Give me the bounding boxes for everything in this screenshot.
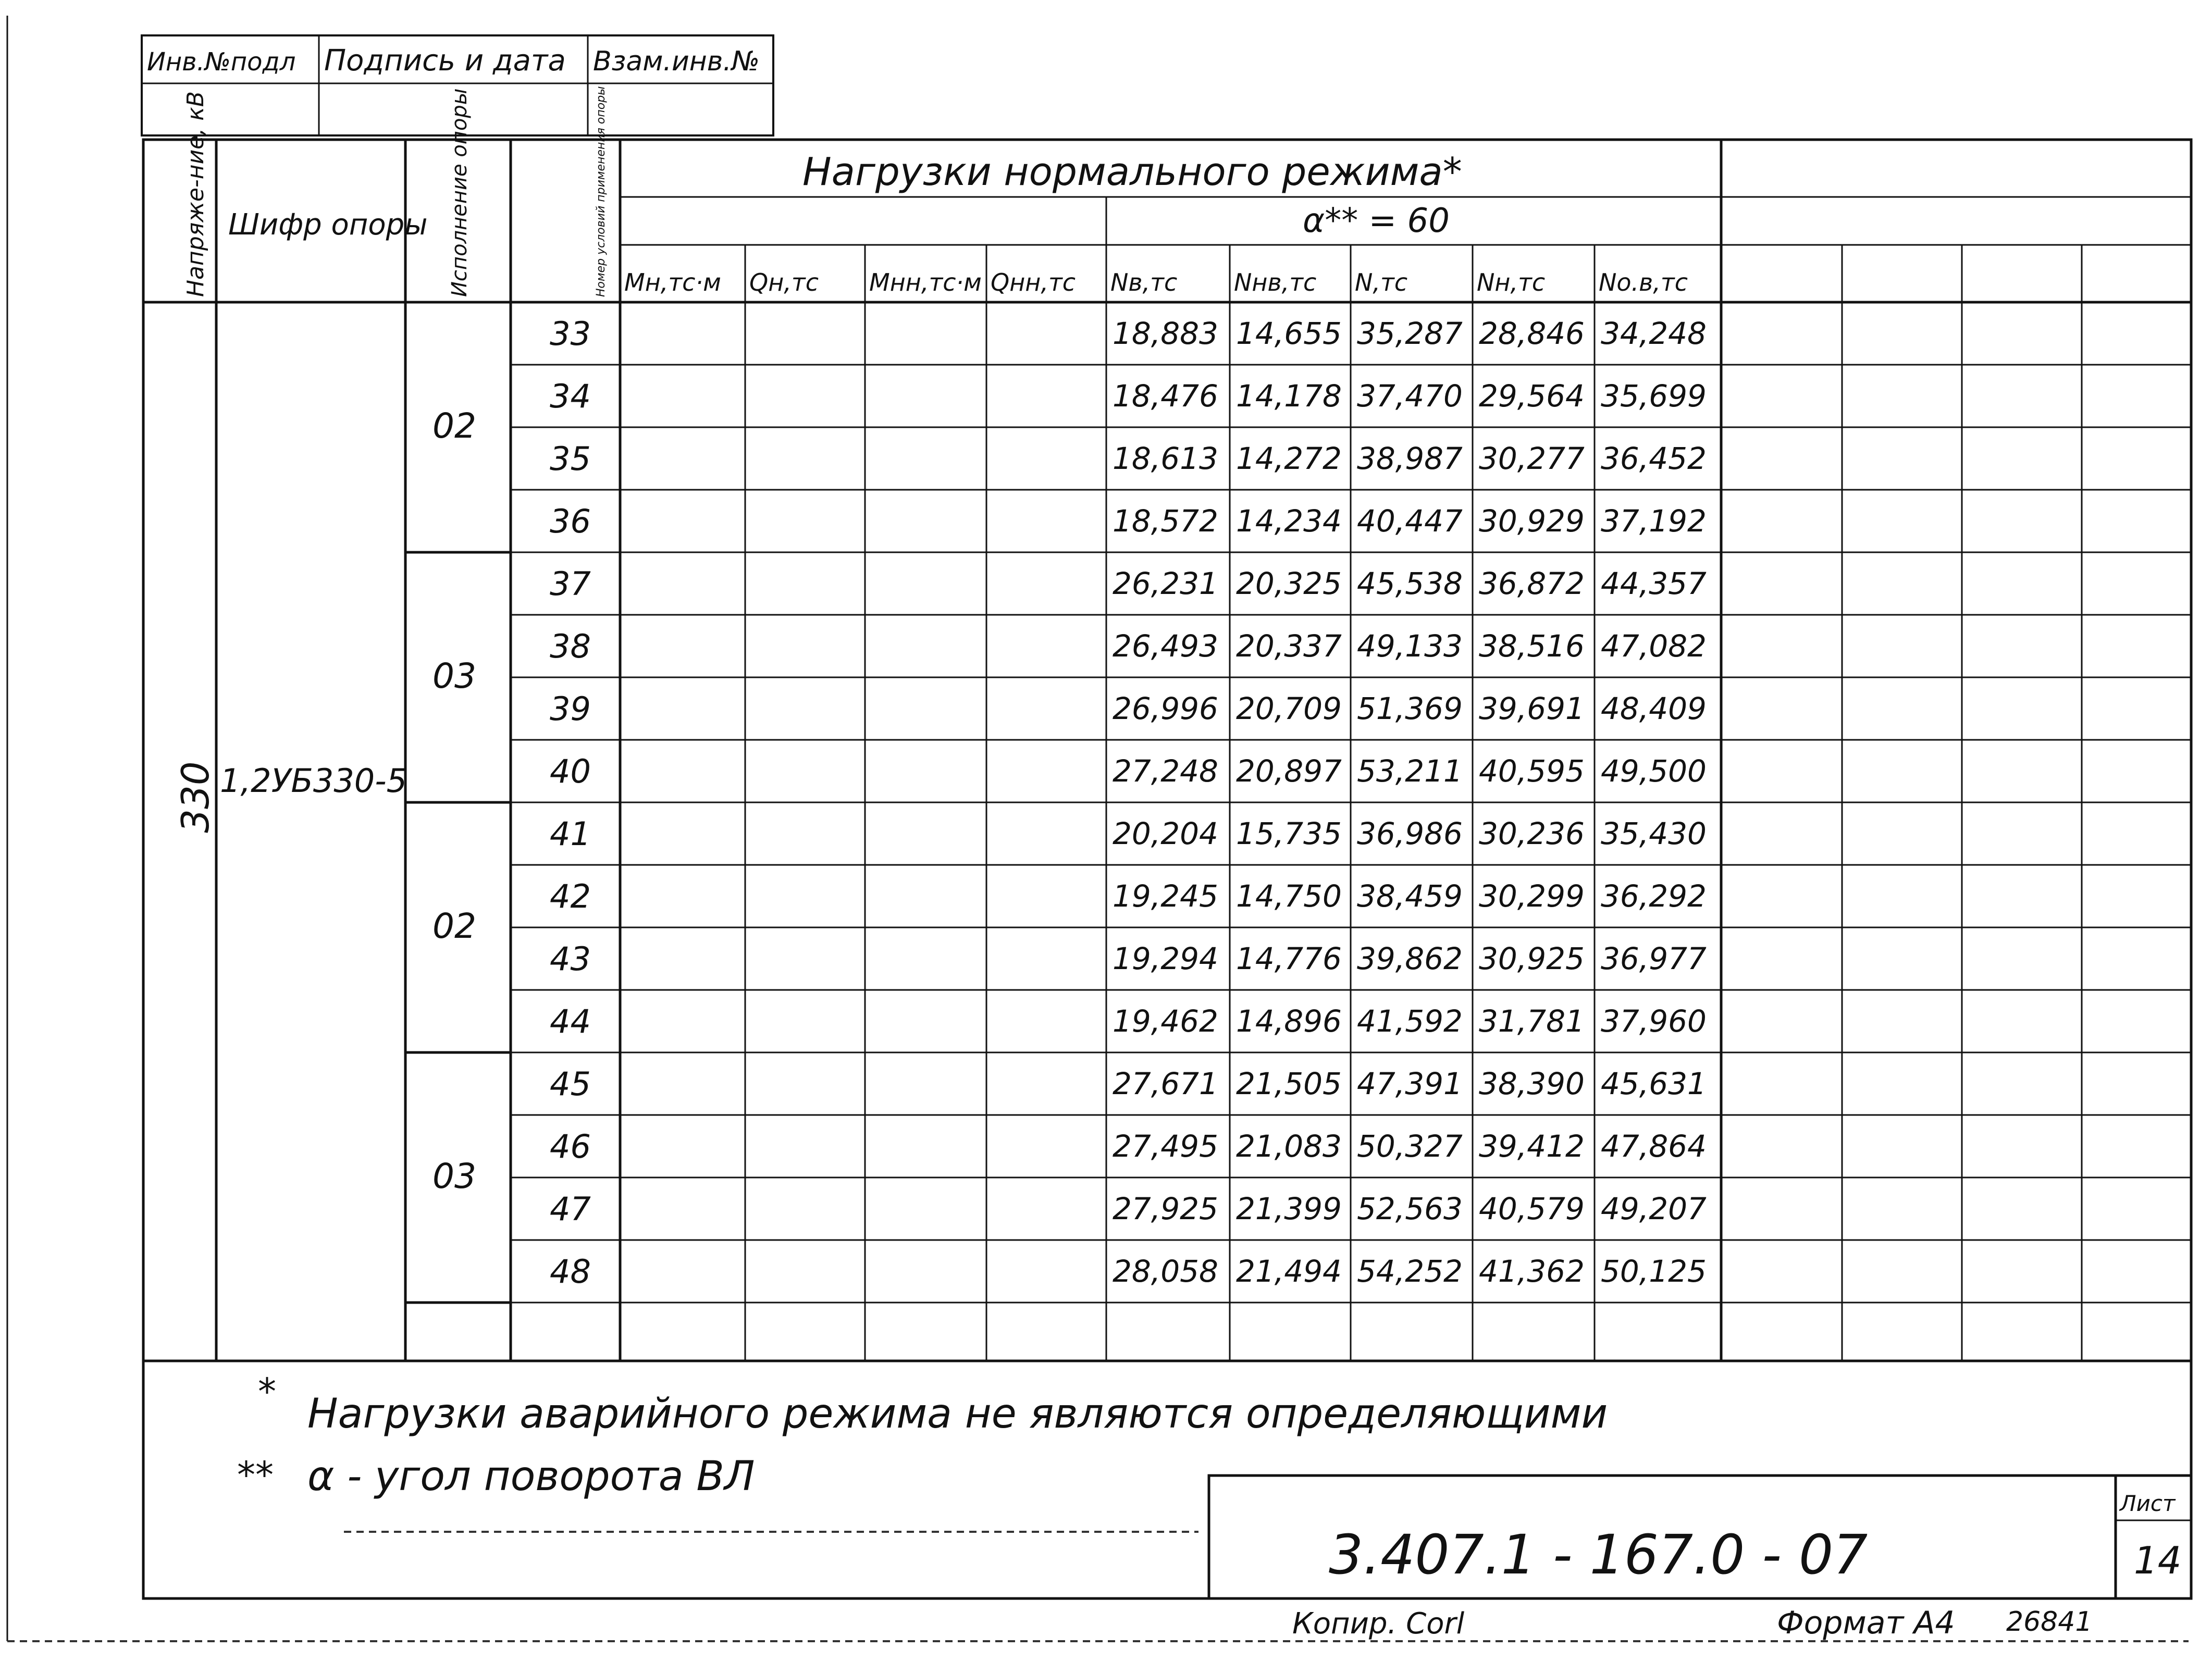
load-value: 36,452 [1601,441,1707,476]
footer [1292,1605,2092,1641]
column-header-3: Mнн,тс·м [869,268,982,296]
title-block [1209,1476,2191,1598]
version-value: 03 [432,656,476,696]
condition-number: 46 [550,1127,591,1166]
table-row [550,1002,1707,1040]
condition-number: 40 [550,752,591,790]
load-value: 14,178 [1236,378,1342,414]
load-value: 29,564 [1479,378,1585,414]
load-value: 14,272 [1236,441,1342,476]
column-header-9: Nо.в,тс [1599,268,1688,296]
load-value: 27,248 [1113,753,1218,789]
table-row [550,690,1707,728]
condition-number: 42 [550,877,591,915]
load-value: 37,192 [1601,503,1707,539]
signature-date-label: Подпись и дата [324,44,566,78]
table-row [550,752,1707,790]
version-value: 03 [432,1156,476,1196]
condition-number: 43 [550,940,591,978]
table-row [550,565,1707,603]
archive-number: 26841 [2006,1606,2093,1638]
version-value: 02 [432,406,476,446]
load-value: 52,563 [1357,1191,1463,1226]
load-value: 45,538 [1357,566,1463,601]
column-header-7: N,тс [1355,268,1408,296]
alpha-angle: α** = 60 [1303,202,1450,240]
column-header-5: Nв,тс [1110,268,1178,296]
column-header-8: Nн,тс [1477,268,1546,296]
load-value: 14,896 [1236,1003,1342,1039]
load-value: 36,986 [1357,816,1463,851]
load-value: 37,470 [1357,378,1463,414]
load-value: 20,897 [1236,753,1342,789]
table-row [550,1127,1707,1166]
load-value: 44,357 [1601,566,1707,601]
load-value: 38,987 [1357,441,1463,476]
column-header-6: Nнв,тс [1234,268,1317,296]
load-value: 14,776 [1236,941,1342,976]
load-value: 39,691 [1479,691,1585,726]
load-value: 30,277 [1479,441,1585,476]
load-value: 49,133 [1357,628,1463,664]
condition-number: 44 [550,1002,591,1040]
load-value: 20,337 [1236,628,1342,664]
swap-inv-label: Взам.инв.№ [593,46,760,77]
table-row [550,315,1707,353]
load-value: 36,292 [1601,878,1707,914]
condition-number: 45 [550,1065,591,1103]
load-value: 50,327 [1357,1129,1463,1164]
table-row [550,1253,1707,1291]
load-value: 49,500 [1601,753,1707,789]
load-value: 19,462 [1113,1003,1218,1039]
load-value: 31,781 [1479,1003,1585,1039]
note1-mark: * [258,1370,276,1413]
load-value: 35,699 [1601,378,1707,414]
load-value: 40,579 [1479,1191,1585,1226]
load-value: 40,595 [1479,753,1585,789]
cipher-header: Шифр опоры [228,208,428,242]
load-value: 30,929 [1479,503,1585,539]
load-value: 45,631 [1601,1066,1707,1101]
load-value: 19,245 [1113,878,1218,914]
load-value: 18,572 [1113,503,1218,539]
voltage-value: 330 [174,761,217,833]
condition-number: 37 [550,565,591,603]
table-header-text [182,86,1462,297]
load-value: 47,391 [1357,1066,1463,1101]
load-value: 47,864 [1601,1129,1707,1164]
load-value: 34,248 [1601,316,1707,351]
sheet-label: Лист [2120,1491,2176,1516]
loads-title: Нагрузки нормального режима* [802,150,1462,194]
load-value: 27,495 [1113,1129,1218,1164]
copied-label: Копир. Corl [1292,1607,1465,1641]
inv-number-label: Инв.№подл [147,47,296,77]
table-row [550,377,1707,415]
load-value: 20,709 [1236,691,1342,726]
load-value: 50,125 [1601,1254,1707,1289]
load-value: 21,083 [1236,1129,1342,1164]
column-header-1: Mн,тс·м [624,268,721,296]
load-value: 54,252 [1357,1254,1463,1289]
load-value: 27,671 [1113,1066,1218,1101]
load-value: 38,390 [1479,1066,1585,1101]
voltage-header: Напряже-ние, кВ [182,91,209,297]
load-value: 28,846 [1479,316,1585,351]
load-value: 14,234 [1236,503,1342,539]
load-value: 28,058 [1113,1254,1218,1289]
load-value: 40,447 [1357,503,1463,539]
format-label: Формат А4 [1777,1605,1955,1641]
load-value: 41,592 [1357,1003,1463,1039]
column-header-4: Qнн,тс [991,268,1076,296]
load-value: 26,231 [1113,566,1218,601]
load-value: 14,655 [1236,316,1342,351]
load-value: 39,412 [1479,1129,1585,1164]
load-value: 38,516 [1479,628,1585,664]
load-value: 14,750 [1236,878,1342,914]
table-row [550,1190,1707,1228]
note2-mark: ** [237,1454,274,1496]
load-value: 41,362 [1479,1254,1585,1289]
load-value: 20,325 [1236,566,1342,601]
load-value: 30,236 [1479,816,1585,851]
load-value: 26,996 [1113,691,1218,726]
notes [237,1370,1608,1532]
load-value: 49,207 [1601,1191,1707,1226]
table-row [550,627,1707,665]
load-value: 38,459 [1357,878,1463,914]
table-row [550,502,1707,540]
condition-number: 33 [550,315,591,353]
load-value: 15,735 [1236,816,1342,851]
load-value: 18,613 [1113,441,1218,476]
condition-header: Номер условий применения опоры [595,86,608,297]
load-value: 35,287 [1357,316,1463,351]
load-value: 18,476 [1113,378,1218,414]
condition-number: 48 [550,1253,591,1291]
column-headers [624,268,1688,296]
table-row [550,1065,1707,1103]
condition-number: 47 [550,1190,591,1228]
load-value: 51,369 [1357,691,1463,726]
load-value: 37,960 [1601,1003,1707,1039]
condition-number: 36 [550,502,591,540]
table-row [550,815,1707,853]
condition-number: 39 [550,690,591,728]
load-value: 26,493 [1113,628,1218,664]
note2-text: α - угол поворота ВЛ [307,1453,755,1500]
version-header: Исполнение опоры [448,88,472,297]
load-value: 53,211 [1357,753,1463,789]
table-row [550,440,1707,478]
load-value: 20,204 [1113,816,1218,851]
cipher-value: 1,2УБ330-5 [220,762,407,800]
document-number: 3.407.1 - 167.0 - 07 [1329,1523,1868,1586]
load-value: 39,862 [1357,941,1463,976]
load-value: 47,082 [1601,628,1707,664]
version-value: 02 [432,906,476,946]
condition-number: 34 [550,377,591,415]
load-value: 48,409 [1601,691,1707,726]
load-value: 27,925 [1113,1191,1218,1226]
condition-number: 41 [550,815,591,853]
column-header-2: Qн,тс [749,268,819,296]
load-value: 30,925 [1479,941,1585,976]
condition-number: 35 [550,440,591,478]
main-frame [143,140,2191,1598]
load-value: 35,430 [1601,816,1707,851]
sheet-number: 14 [2134,1539,2182,1582]
load-value: 19,294 [1113,941,1218,976]
load-value: 36,872 [1479,566,1585,601]
load-value: 18,883 [1113,316,1218,351]
load-value: 21,494 [1236,1254,1342,1289]
load-value: 30,299 [1479,878,1585,914]
load-value: 36,977 [1601,941,1707,976]
table-row [550,877,1707,915]
load-value: 21,505 [1236,1066,1342,1101]
load-value: 21,399 [1236,1191,1342,1226]
note1-text: Нагрузки аварийного режима не являются определяющими [307,1391,1608,1437]
table-row [550,940,1707,978]
condition-number: 38 [550,627,591,665]
